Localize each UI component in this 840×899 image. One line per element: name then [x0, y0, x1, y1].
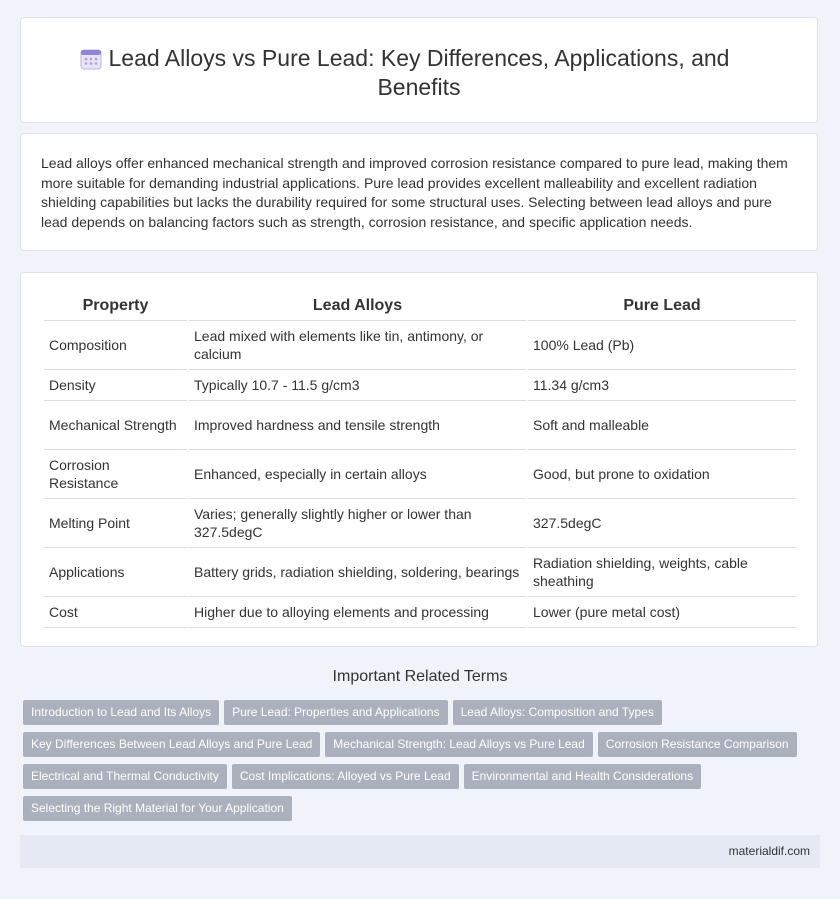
related-terms-list [23, 700, 803, 828]
related-term-tag[interactable]: Pure Lead: Properties and Applications [224, 700, 447, 725]
related-term-tag[interactable]: Lead Alloys: Composition and Types [453, 700, 662, 725]
table-cell: Melting Point [44, 499, 187, 548]
table-row [44, 597, 796, 628]
table-row [44, 401, 796, 450]
table-cell: Density [44, 370, 187, 401]
related-term-tag[interactable]: Corrosion Resistance Comparison [598, 732, 797, 757]
table-cell: Composition [44, 321, 187, 370]
related-term-tag[interactable]: Key Differences Between Lead Alloys and Pure Lead [23, 732, 320, 757]
table-cell: Higher due to alloying elements and processing [189, 597, 526, 628]
related-term-tag[interactable]: Mechanical Strength: Lead Alloys vs Pure Lead [325, 732, 592, 757]
comparison-table [42, 291, 798, 628]
related-term-tag[interactable]: Selecting the Right Material for Your Application [23, 796, 292, 821]
table-header-row [44, 291, 796, 321]
table-cell: Cost [44, 597, 187, 628]
table-cell: Mechanical Strength [44, 401, 187, 450]
intro-card [20, 133, 818, 251]
table-cell: Battery grids, radiation shielding, soldering, bearings [189, 548, 526, 597]
table-cell: Radiation shielding, weights, cable sheathing [528, 548, 796, 597]
column-header: Pure Lead [528, 291, 796, 321]
table-row [44, 370, 796, 401]
table-row [44, 450, 796, 499]
related-term-tag[interactable]: Cost Implications: Alloyed vs Pure Lead [232, 764, 459, 789]
column-header: Property [44, 291, 187, 321]
table-cell: Soft and malleable [528, 401, 796, 450]
related-term-tag[interactable]: Electrical and Thermal Conductivity [23, 764, 227, 789]
table-cell: 11.34 g/cm3 [528, 370, 796, 401]
table-cell: Corrosion Resistance [44, 450, 187, 499]
table-cell: Good, but prone to oxidation [528, 450, 796, 499]
footer [20, 835, 820, 868]
related-term-tag[interactable]: Introduction to Lead and Its Alloys [23, 700, 219, 725]
related-terms-title: Important Related Terms [332, 668, 508, 685]
table-cell: 327.5degC [528, 499, 796, 548]
table-row [44, 499, 796, 548]
comparison-card [20, 272, 818, 647]
intro-text: Lead alloys offer enhanced mechanical strength and improved corrosion resistance compared to pure lead, making them more suitable for demanding industrial applications. Pure lead provides excellent malleability and excellent radiation shielding capabilities but lacks the durability required for some structural uses. Selecting between lead alloys and pure lead depends on balancing factors such as strength, corrosion resistance, and specific application needs. [41, 155, 788, 230]
table-cell: 100% Lead (Pb) [528, 321, 796, 370]
table-cell: Lead mixed with elements like tin, antimony, or calcium [189, 321, 526, 370]
table-cell: Enhanced, especially in certain alloys [189, 450, 526, 499]
site-name[interactable]: materialdif.com [728, 844, 810, 858]
table-row [44, 548, 796, 597]
page-title: Lead Alloys vs Pure Lead: Key Differences, Applications, and Benefits [108, 45, 730, 100]
table-cell: Lower (pure metal cost) [528, 597, 796, 628]
table-cell: Varies; generally slightly higher or lower than 327.5degC [189, 499, 526, 548]
table-cell: Applications [44, 548, 187, 597]
table-cell: Improved hardness and tensile strength [189, 401, 526, 450]
related-term-tag[interactable]: Environmental and Health Considerations [464, 764, 701, 789]
title-card [20, 17, 818, 123]
column-header: Lead Alloys [189, 291, 526, 321]
table-row [44, 321, 796, 370]
table-cell: Typically 10.7 - 11.5 g/cm3 [189, 370, 526, 401]
